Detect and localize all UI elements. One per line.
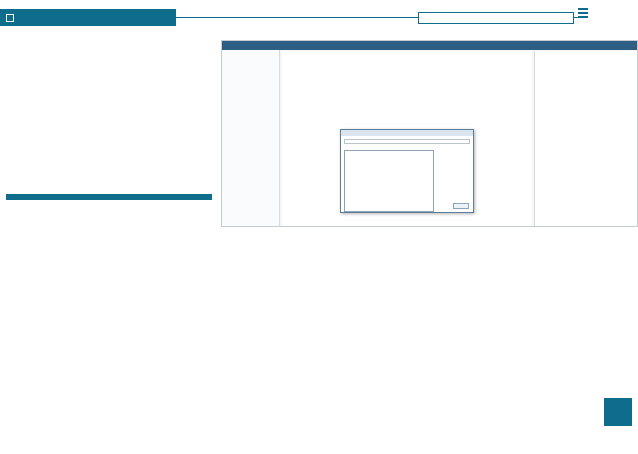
document-type-select[interactable]	[344, 139, 470, 144]
ok-button[interactable]	[453, 203, 469, 209]
square-icon	[6, 14, 14, 22]
app-sidebar	[222, 50, 280, 227]
app-menu-bar	[222, 41, 637, 50]
tezis-logo	[578, 8, 591, 18]
tasks-box	[6, 194, 212, 426]
notifications-panel	[534, 51, 638, 227]
left-column	[6, 40, 212, 46]
category-label	[418, 12, 574, 24]
page-number	[604, 398, 632, 426]
page-header	[0, 0, 638, 30]
dialog-title	[341, 130, 473, 136]
tasks-bar	[6, 194, 212, 200]
create-document-dialog	[340, 129, 474, 213]
logo-lines-icon	[578, 8, 588, 18]
app-screenshot	[221, 40, 638, 227]
document-type-dropdown	[344, 150, 434, 212]
section-tab	[0, 9, 176, 26]
